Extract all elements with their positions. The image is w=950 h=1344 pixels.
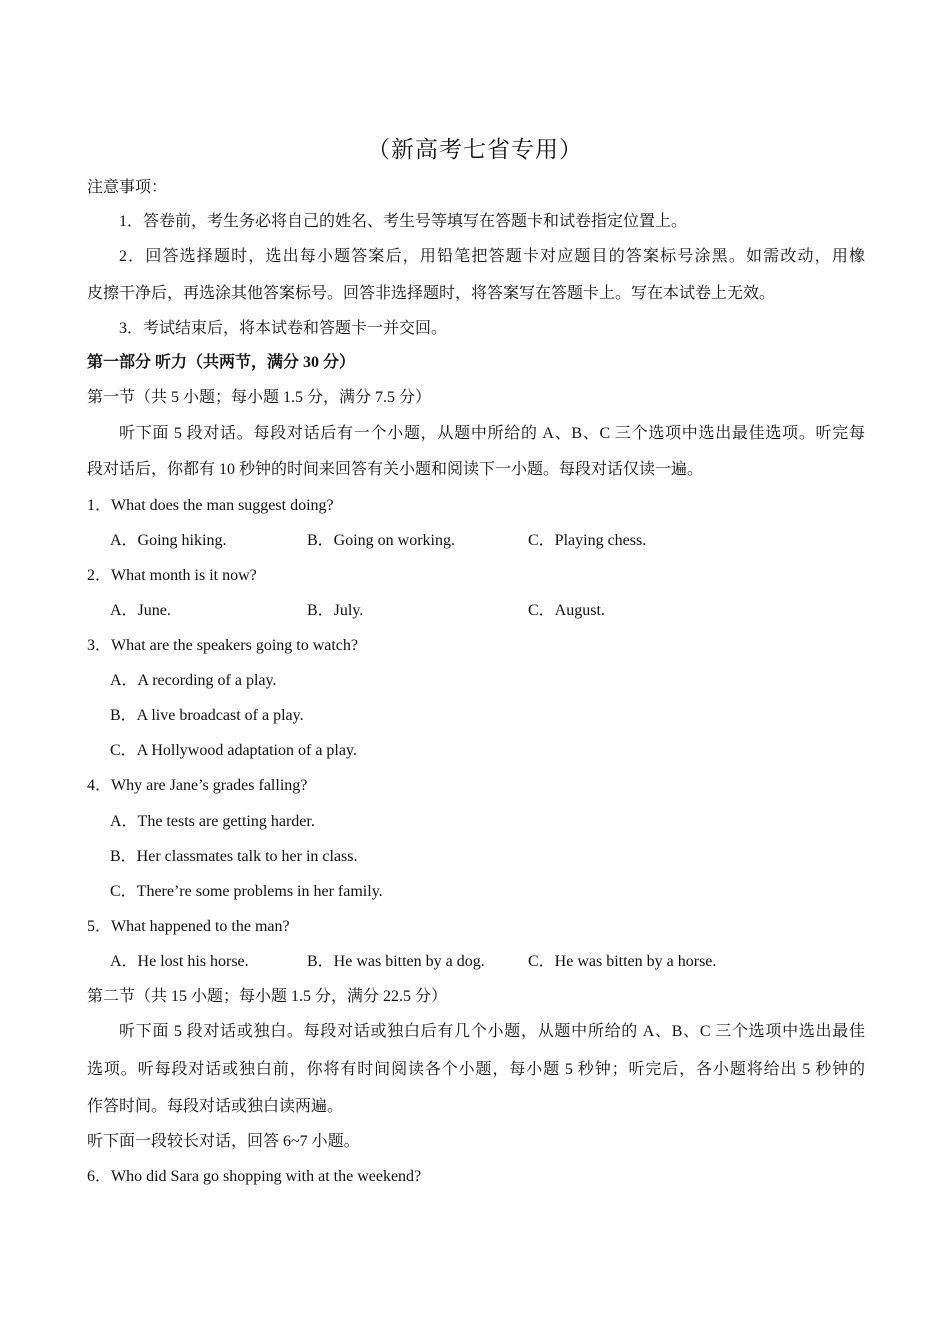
section-2-instruction-line-1: 听下面 5 段对话或独白。每段对话或独白后有几个小题，从题中所给的 A、B、C 三个选项中选出最佳: [119, 1023, 865, 1040]
section-1-instruction-line-1: 听下面 5 段对话。每段对话后有一个小题，从题中所给的 A、B、C 三个选项中选出最佳选项。听完每: [119, 425, 865, 442]
question-3-option-b: B．A live broadcast of a play.: [110, 707, 304, 724]
question-4: 4．Why are Jane’s grades falling?: [87, 777, 308, 794]
question-3-option-a: A．A recording of a play.: [110, 672, 277, 689]
notice-item-3: 3．考试结束后，将本试卷和答题卡一并交回。: [119, 320, 448, 337]
question-3: 3．What are the speakers going to watch?: [87, 637, 359, 654]
question-5-option-a: A．He lost his horse.: [110, 953, 249, 970]
notice-item-1: 1．答卷前，考生务必将自己的姓名、考生号等填写在答题卡和试卷指定位置上。: [119, 213, 688, 230]
question-1-option-b: B．Going on working.: [307, 532, 456, 549]
question-5-option-c: C．He was bitten by a horse.: [528, 953, 717, 970]
question-5: 5．What happened to the man?: [87, 918, 290, 935]
section-2-instruction-line-3: 作答时间。每段对话或独白读两遍。: [87, 1098, 344, 1115]
section-1-instruction-line-2: 段对话后，你都有 10 秒钟的时间来回答有关小题和阅读下一小题。每段对话仅读一遍。: [87, 461, 704, 478]
notice-item-2-line-1: 2．回答选择题时，选出每小题答案后，用铅笔把答题卡对应题目的答案标号涂黑。如需改动，用橡: [119, 248, 865, 265]
notice-heading: 注意事项：: [87, 179, 168, 196]
notice-item-2-line-2: 皮擦干净后，再选涂其他答案标号。回答非选择题时，将答案写在答题卡上。写在本试卷上无效。: [87, 285, 776, 302]
question-6: 6．Who did Sara go shopping with at the weekend?: [87, 1168, 422, 1185]
question-5-option-b: B．He was bitten by a dog.: [307, 953, 485, 970]
part-heading: 第一部分 听力（共两节，满分 30 分）: [87, 354, 356, 371]
question-1-option-a: A．Going hiking.: [110, 532, 227, 549]
question-2-option-c: C．August.: [528, 602, 605, 619]
question-2-option-b: B．July.: [307, 602, 364, 619]
question-2: 2．What month is it now?: [87, 567, 257, 584]
section-2-heading: 第二节（共 15 小题；每小题 1.5 分，满分 22.5 分）: [87, 988, 448, 1005]
question-4-option-a: A．The tests are getting harder.: [110, 813, 315, 830]
question-2-option-a: A．June.: [110, 602, 171, 619]
question-3-option-c: C．A Hollywood adaptation of a play.: [110, 742, 357, 759]
question-1: 1．What does the man suggest doing?: [87, 497, 334, 514]
section-1-heading: 第一节（共 5 小题；每小题 1.5 分，满分 7.5 分）: [87, 389, 432, 406]
question-1-option-c: C．Playing chess.: [528, 532, 647, 549]
question-4-option-b: B．Her classmates talk to her in class.: [110, 848, 358, 865]
section-2-instruction-line-2: 选项。听每段对话或独白前，你将有时间阅读各个小题，每小题 5 秒钟；听完后，各小题将给出 5 秒钟的: [87, 1061, 865, 1078]
dialogue-instruction: 听下面一段较长对话，回答 6~7 小题。: [87, 1133, 360, 1150]
page-title: （新高考七省专用）: [367, 137, 583, 163]
question-4-option-c: C．There’re some problems in her family.: [110, 883, 383, 900]
